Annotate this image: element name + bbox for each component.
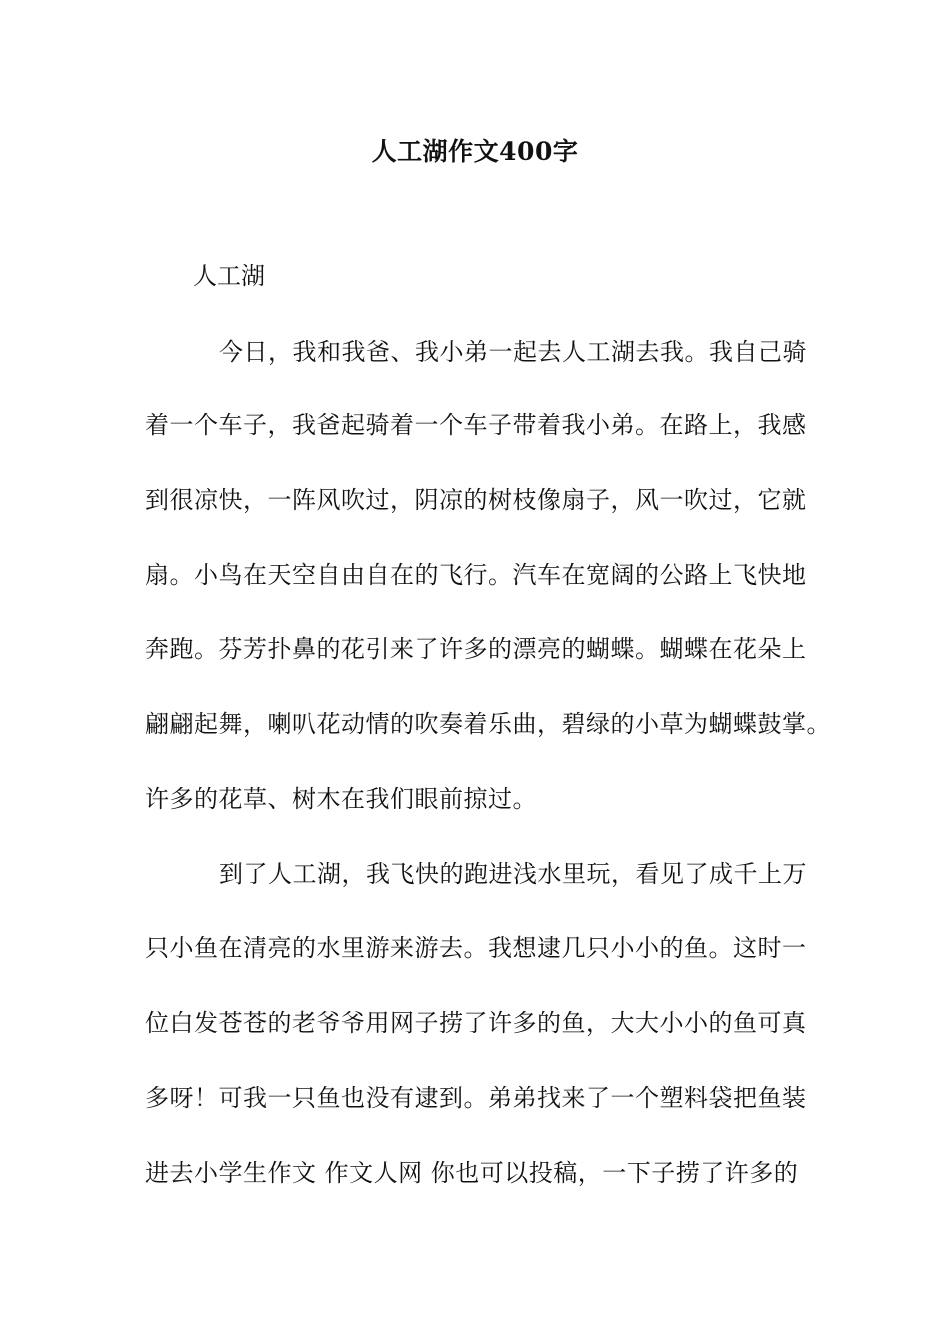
- paragraph-line: 扇。小鸟在天空自由自在的飞行。汽车在宽阔的公路上飞快地: [145, 561, 807, 589]
- paragraph-line: 只小鱼在清亮的水里游来游去。我想逮几只小小的鱼。这时一: [145, 934, 807, 962]
- paragraph-line: 许多的花草、树木在我们眼前掠过。: [145, 785, 537, 813]
- essay-heading: 人工湖: [193, 262, 265, 290]
- paragraph-line: 今日，我和我爸、我小弟一起去人工湖去我。我自己骑: [219, 338, 807, 366]
- paragraph-line: 翩翩起舞，喇叭花动情的吹奏着乐曲，碧绿的小草为蝴蝶鼓掌。: [145, 710, 831, 738]
- paragraph-line: 奔跑。芬芳扑鼻的花引来了许多的漂亮的蝴蝶。蝴蝶在花朵上: [145, 635, 807, 663]
- paragraph-line: 多呀！可我一只鱼也没有逮到。弟弟找来了一个塑料袋把鱼装: [145, 1084, 807, 1112]
- paragraph-line: 到很凉快，一阵风吹过，阴凉的树枝像扇子，风一吹过，它就: [145, 486, 807, 514]
- paragraph-line: 位白发苍苍的老爷爷用网子捞了许多的鱼，大大小小的鱼可真: [145, 1009, 807, 1037]
- document-title: 人工湖作文400字: [371, 137, 579, 166]
- paragraph-line: 着一个车子，我爸起骑着一个车子带着我小弟。在路上，我感: [145, 411, 807, 439]
- paragraph-line: 到了人工湖，我飞快的跑进浅水里玩，看见了成千上万: [219, 860, 807, 888]
- paragraph-line: 进去小学生作文 作文人网 你也可以投稿，一下子捞了许多的: [145, 1159, 799, 1187]
